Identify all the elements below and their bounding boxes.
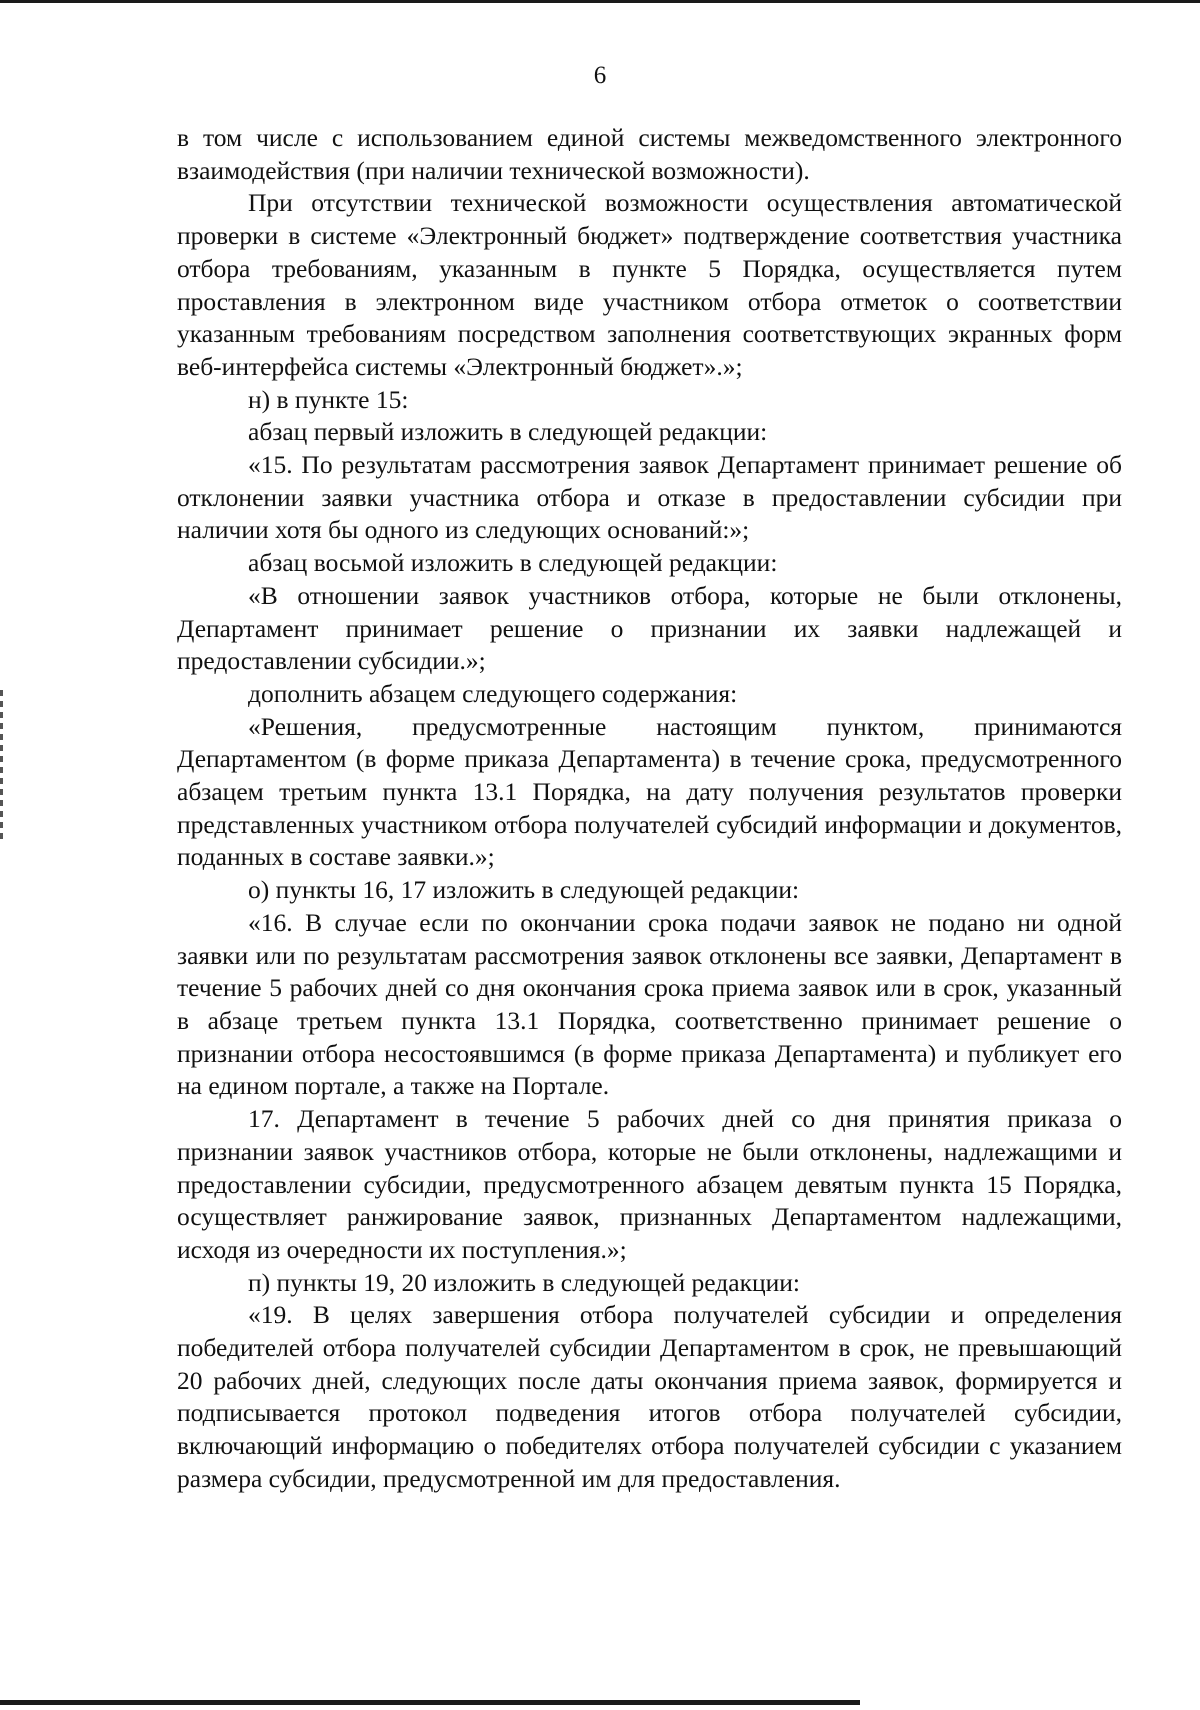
paragraph: «В отношении заявок участников отбора, которые не были отклонены, Департамент принимает решение о признании их заявки надлежащей и предоставлении субсидии.»; xyxy=(177,580,1122,676)
paragraph: п) пункты 19, 20 изложить в следующей редакции: xyxy=(248,1267,800,1297)
scan-binding-marks xyxy=(0,690,3,840)
paragraph: «15. По результатам рассмотрения заявок Департамент принимает решение об отклонении заявки участника отбора и отказе в предоставлении субсидии при наличии хотя бы одного из следующих оснований:»; xyxy=(177,450,1122,545)
paragraph: «19. В целях завершения отбора получателей субсидии и определения победителей отбора получателей субсидии Департаментом в срок, не превышающий 20 рабочих дней, следующих после даты окончания приема заявок, формируется и подписывается протокол подведения итогов отбора получателей субсидии, включающий информацию о победителях отбора получателей субсидии с указанием размера субсидии, предусмотренной им для предоставления. xyxy=(177,1300,1122,1493)
document-body xyxy=(177,122,1122,1496)
scan-bottom-edge xyxy=(0,1700,860,1705)
scan-top-edge xyxy=(0,0,1200,3)
paragraph: абзац восьмой изложить в следующей редакции: xyxy=(248,548,778,578)
paragraph: абзац первый изложить в следующей редакции: xyxy=(248,417,768,447)
paragraph: При отсутствии технической возможности осуществления автоматической проверки в системе «Электронный бюджет» подтверждение соответствия участника отбора требованиям, указанным в пункте 5 Порядка, осуществляется путем проставления в электронном виде участником отбора отметок о соответствии указанным требованиям посредством заполнения соответствующих экранных форм веб-интерфейса системы «Электронный бюджет».»; xyxy=(177,188,1122,381)
paragraph: в том числе с использованием единой системы межведомственного электронного взаимодействия (при наличии технической возможности). xyxy=(177,123,1122,185)
paragraph: «16. В случае если по окончании срока подачи заявок не подано ни одной заявки или по результатам рассмотрения заявок отклонены все заявки, Департамент в течение 5 рабочих дней со дня окончания срока приема заявок или в срок, указанный в абзаце третьем пункта 13.1 Порядка, соответственно принимает решение о признании отбора несостоявшимся (в форме приказа Департамента) и публикует его на едином портале, а также на Портале. xyxy=(177,907,1122,1101)
paragraph: н) в пункте 15: xyxy=(248,384,409,414)
paragraph: «Решения, предусмотренные настоящим пунктом, принимаются Департаментом (в форме приказа Департамента) в течение срока, предусмотренного абзацем третьим пункта 13.1 Порядка, на дату получения результатов проверки представленных участником отбора получателей субсидий информации и документов, поданных в составе заявки.»; xyxy=(177,711,1122,872)
paragraph: 17. Департамент в течение 5 рабочих дней со дня принятия приказа о признании заявок участников отбора, которые не были отклонены, надлежащими и предоставлении субсидии, предусмотренного абзацем девятым пункта 15 Порядка, осуществляет ранжирование заявок, признанных Департаментом надлежащими, исходя из очередности их поступления.»; xyxy=(177,1104,1122,1264)
paragraph: дополнить абзацем следующего содержания: xyxy=(248,678,738,708)
paragraph: о) пункты 16, 17 изложить в следующей редакции: xyxy=(248,875,800,905)
page-number: 6 xyxy=(593,62,607,89)
